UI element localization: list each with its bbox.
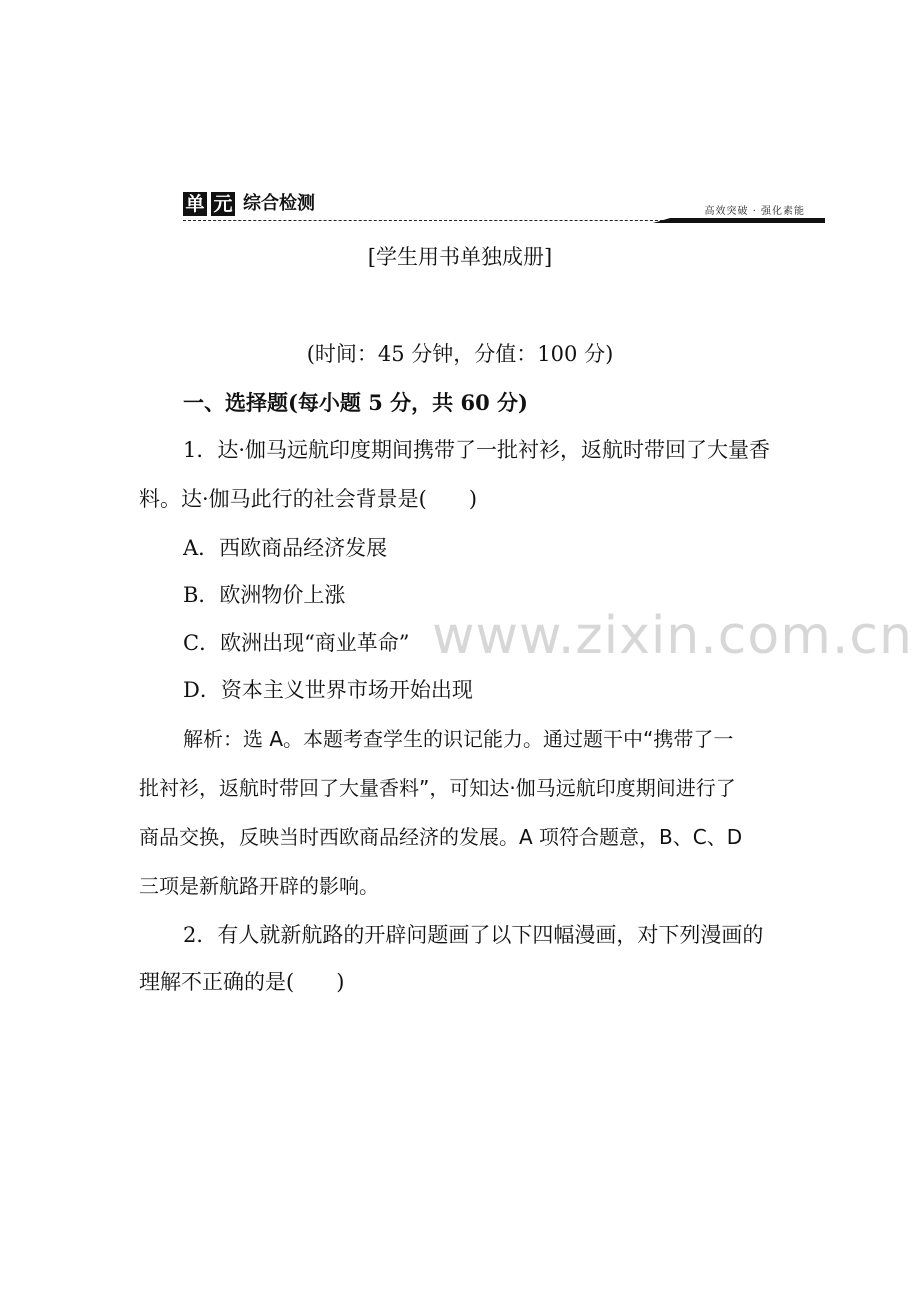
option-c: C．欧洲出现“商业革命” — [183, 631, 410, 655]
question-1-line: 料。达·伽马此行的社会背景是( ) — [139, 487, 478, 511]
header-thick-rule — [653, 218, 825, 223]
question-2-line: 理解不正确的是( ) — [139, 970, 345, 994]
unit-header — [183, 192, 825, 228]
option-d: D．资本主义世界市场开始出现 — [183, 678, 473, 702]
header-dashed-rule — [183, 220, 683, 221]
header-title: 综合检测 — [243, 193, 315, 214]
unit-badge: 单 — [183, 192, 207, 216]
unit-badge: 元 — [211, 192, 235, 216]
analysis-line: 解析：选 A。本题考查学生的识记能力。通过题干中“携带了一 — [183, 727, 734, 751]
analysis-line: 三项是新航路开辟的影响。 — [139, 874, 379, 898]
section-title: 一、选择题(每小题 5 分，共 60 分) — [183, 390, 528, 415]
header-subtitle: 高效突破 · 强化素能 — [704, 206, 805, 217]
analysis-line: 批衬衫，返航时带回了大量香料”，可知达·伽马远航印度期间进行了 — [139, 776, 736, 800]
booklet-note: [学生用书单独成册] — [367, 245, 553, 269]
option-b: B．欧洲物价上涨 — [183, 583, 346, 607]
time-info: (时间：45 分钟，分值：100 分) — [306, 342, 614, 366]
option-a: A．西欧商品经济发展 — [183, 536, 388, 560]
watermark: www.zixin.com.cn — [432, 606, 913, 666]
question-2-line: 2．有人就新航路的开辟问题画了以下四幅漫画，对下列漫画的 — [183, 923, 764, 947]
question-1-line: 1．达·伽马远航印度期间携带了一批衬衫，返航时带回了大量香 — [183, 438, 771, 462]
analysis-line: 商品交换，反映当时西欧商品经济的发展。A 项符合题意，B、C、D — [139, 825, 743, 849]
